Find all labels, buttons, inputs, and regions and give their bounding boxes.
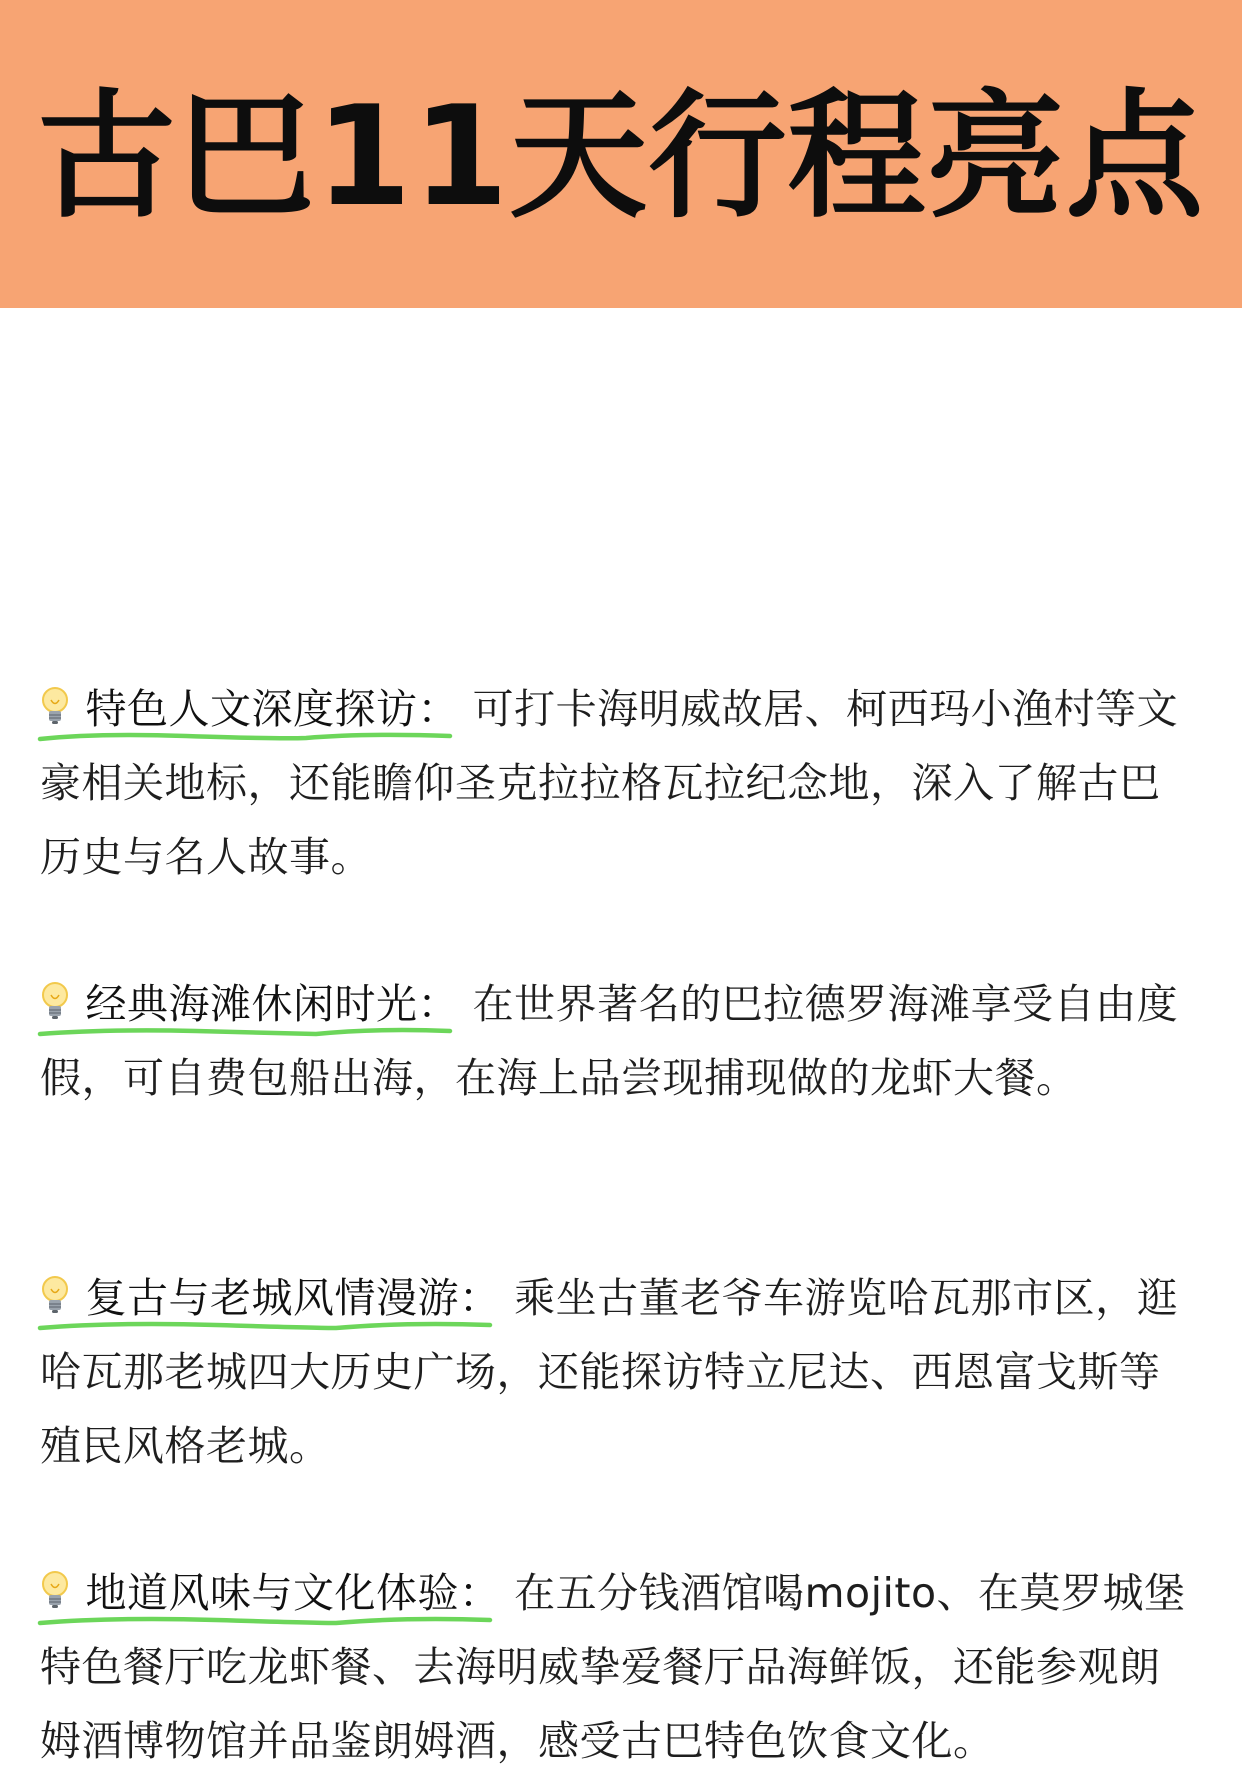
highlight-heading: 复古与老城风情漫游： [85, 1274, 501, 1322]
lightbulb-icon [40, 1274, 70, 1318]
lightbulb-icon [40, 980, 70, 1024]
highlight-section-old-town [40, 1261, 1190, 1483]
highlight-body: 在世界著名的巴拉德罗海滩享受自由度假，可自费包船出海，在海上品尝现捕现做的龙虾大餐。 [40, 980, 1179, 1102]
highlight-section-food [40, 1556, 1190, 1778]
title-banner [0, 0, 1242, 308]
lightbulb-icon [40, 1569, 70, 1613]
highlight-section-culture [40, 672, 1190, 894]
highlight-body: 乘坐古董老爷车游览哈瓦那市区，逛哈瓦那老城四大历史广场，还能探访特立尼达、西恩富戈斯等殖民风格老城。 [40, 1274, 1179, 1470]
page-title: 古巴11天行程亮点 [37, 76, 1205, 237]
highlight-heading: 经典海滩休闲时光： [85, 980, 460, 1028]
highlight-body: 可打卡海明威故居、柯西玛小渔村等文豪相关地标，还能瞻仰圣克拉拉格瓦拉纪念地，深入了解古巴历史与名人故事。 [40, 685, 1179, 881]
highlight-section-beach [40, 967, 1190, 1115]
lightbulb-icon [40, 685, 70, 729]
highlight-heading: 特色人文深度探访： [85, 685, 460, 733]
highlight-heading: 地道风味与文化体验： [85, 1569, 501, 1617]
highlight-body: 在五分钱酒馆喝mojito、在莫罗城堡特色餐厅吃龙虾餐、去海明威挚爱餐厅品海鲜饭，还能参观朗姆酒博物馆并品鉴朗姆酒，感受古巴特色饮食文化。 [40, 1569, 1186, 1765]
